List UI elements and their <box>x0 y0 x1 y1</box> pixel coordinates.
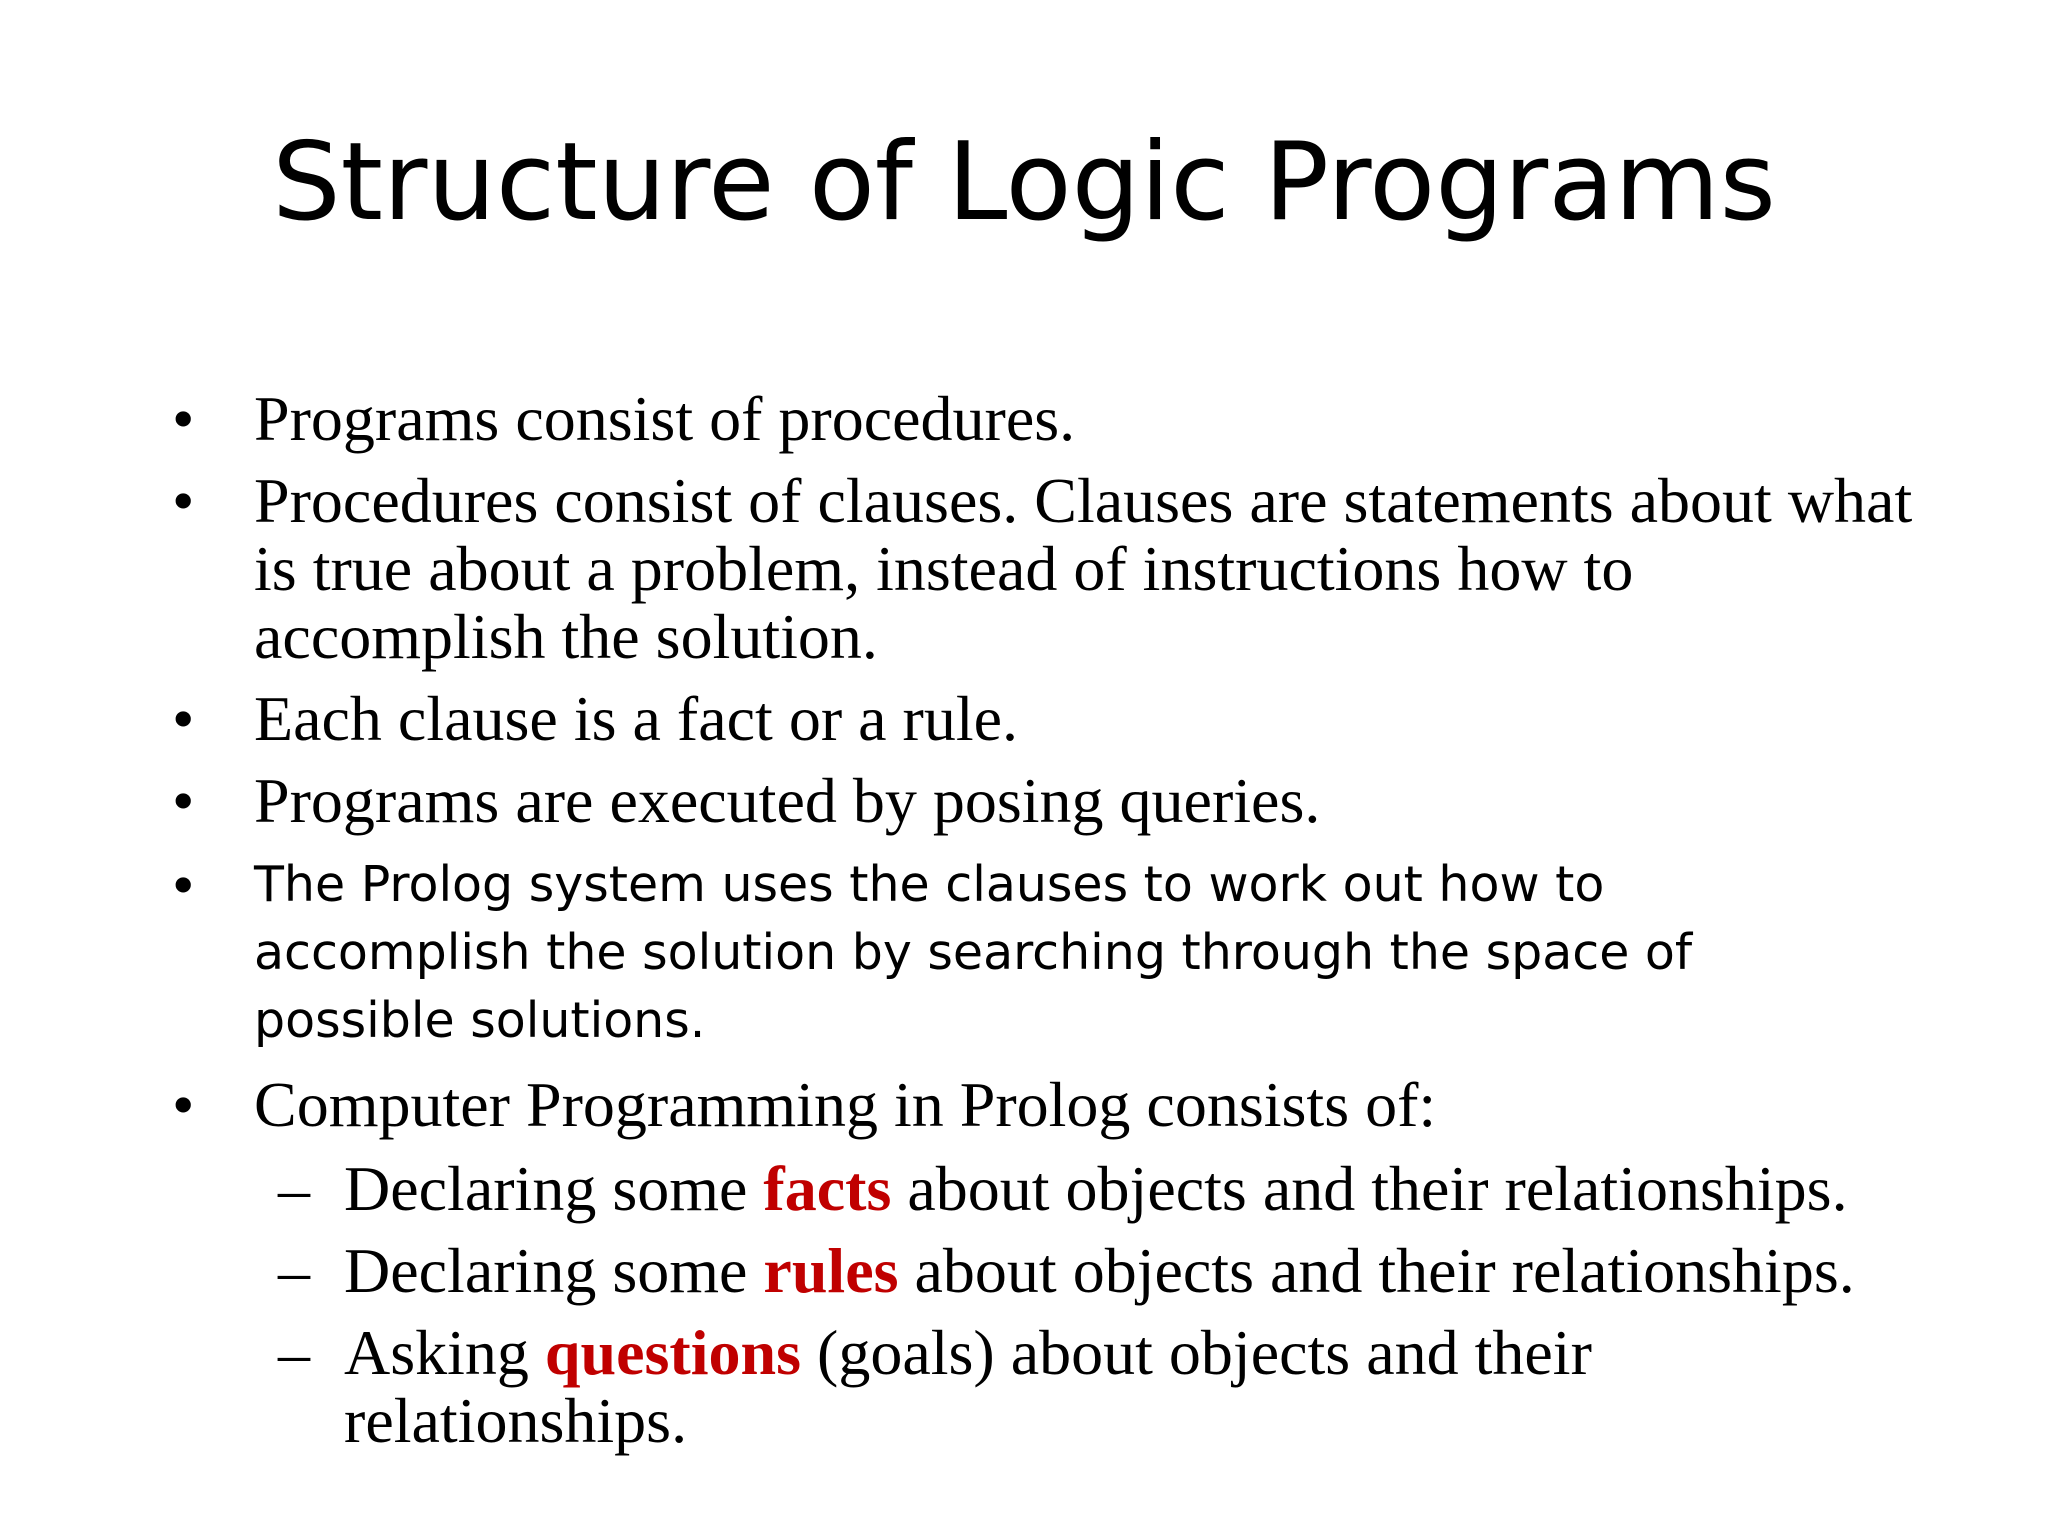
highlight-rules: rules <box>763 1235 899 1306</box>
subbullet-text <box>344 1154 1848 1224</box>
subbullet-text-before: Asking <box>344 1317 545 1388</box>
subbullet-text-after: (goals) about objects and their <box>801 1317 1592 1388</box>
bullet-text: Programs consist of procedures. <box>254 383 1076 454</box>
bullet-marker: • <box>172 683 195 754</box>
subbullet-text <box>344 1318 1592 1388</box>
subbullet-text-after: about objects and their relationships. <box>891 1153 1848 1224</box>
bullet-text: is true about a problem, instead of instructions how to <box>254 533 1634 604</box>
bullet-marker: • <box>172 849 195 920</box>
bullet-text: Each clause is a fact or a rule. <box>254 683 1019 754</box>
highlight-facts: facts <box>763 1153 892 1224</box>
bullet-marker: • <box>172 465 195 536</box>
bullet-text: Programs are executed by posing queries. <box>254 765 1321 836</box>
subbullet-marker: – <box>278 1235 310 1306</box>
subbullet-text-after: about objects and their relationships. <box>898 1235 1855 1306</box>
slide-title: Structure of Logic Programs <box>272 120 1776 245</box>
subbullet-marker: – <box>278 1153 310 1224</box>
bullet-text: The Prolog system uses the clauses to work out how to <box>254 856 1605 913</box>
bullet-marker: • <box>172 383 195 454</box>
subbullet-marker: – <box>278 1317 310 1388</box>
subbullet-text-before: Declaring some <box>344 1235 764 1306</box>
bullet-text: accomplish the solution. <box>254 601 878 672</box>
subbullet-text-before: Declaring some <box>344 1153 764 1224</box>
bullet-text: Procedures consist of clauses. Clauses are statements about what <box>254 465 1913 536</box>
subbullet-text-continuation: relationships. <box>344 1385 688 1456</box>
bullet-marker: • <box>172 1069 195 1140</box>
bullet-text: Computer Programming in Prolog consists of: <box>254 1069 1437 1140</box>
bullet-marker: • <box>172 765 195 836</box>
bullet-text: possible solutions. <box>254 992 706 1049</box>
bullet-text: accomplish the solution by searching through the space of <box>254 924 1693 981</box>
subbullet-text <box>344 1236 1855 1306</box>
highlight-questions: questions <box>544 1317 801 1388</box>
